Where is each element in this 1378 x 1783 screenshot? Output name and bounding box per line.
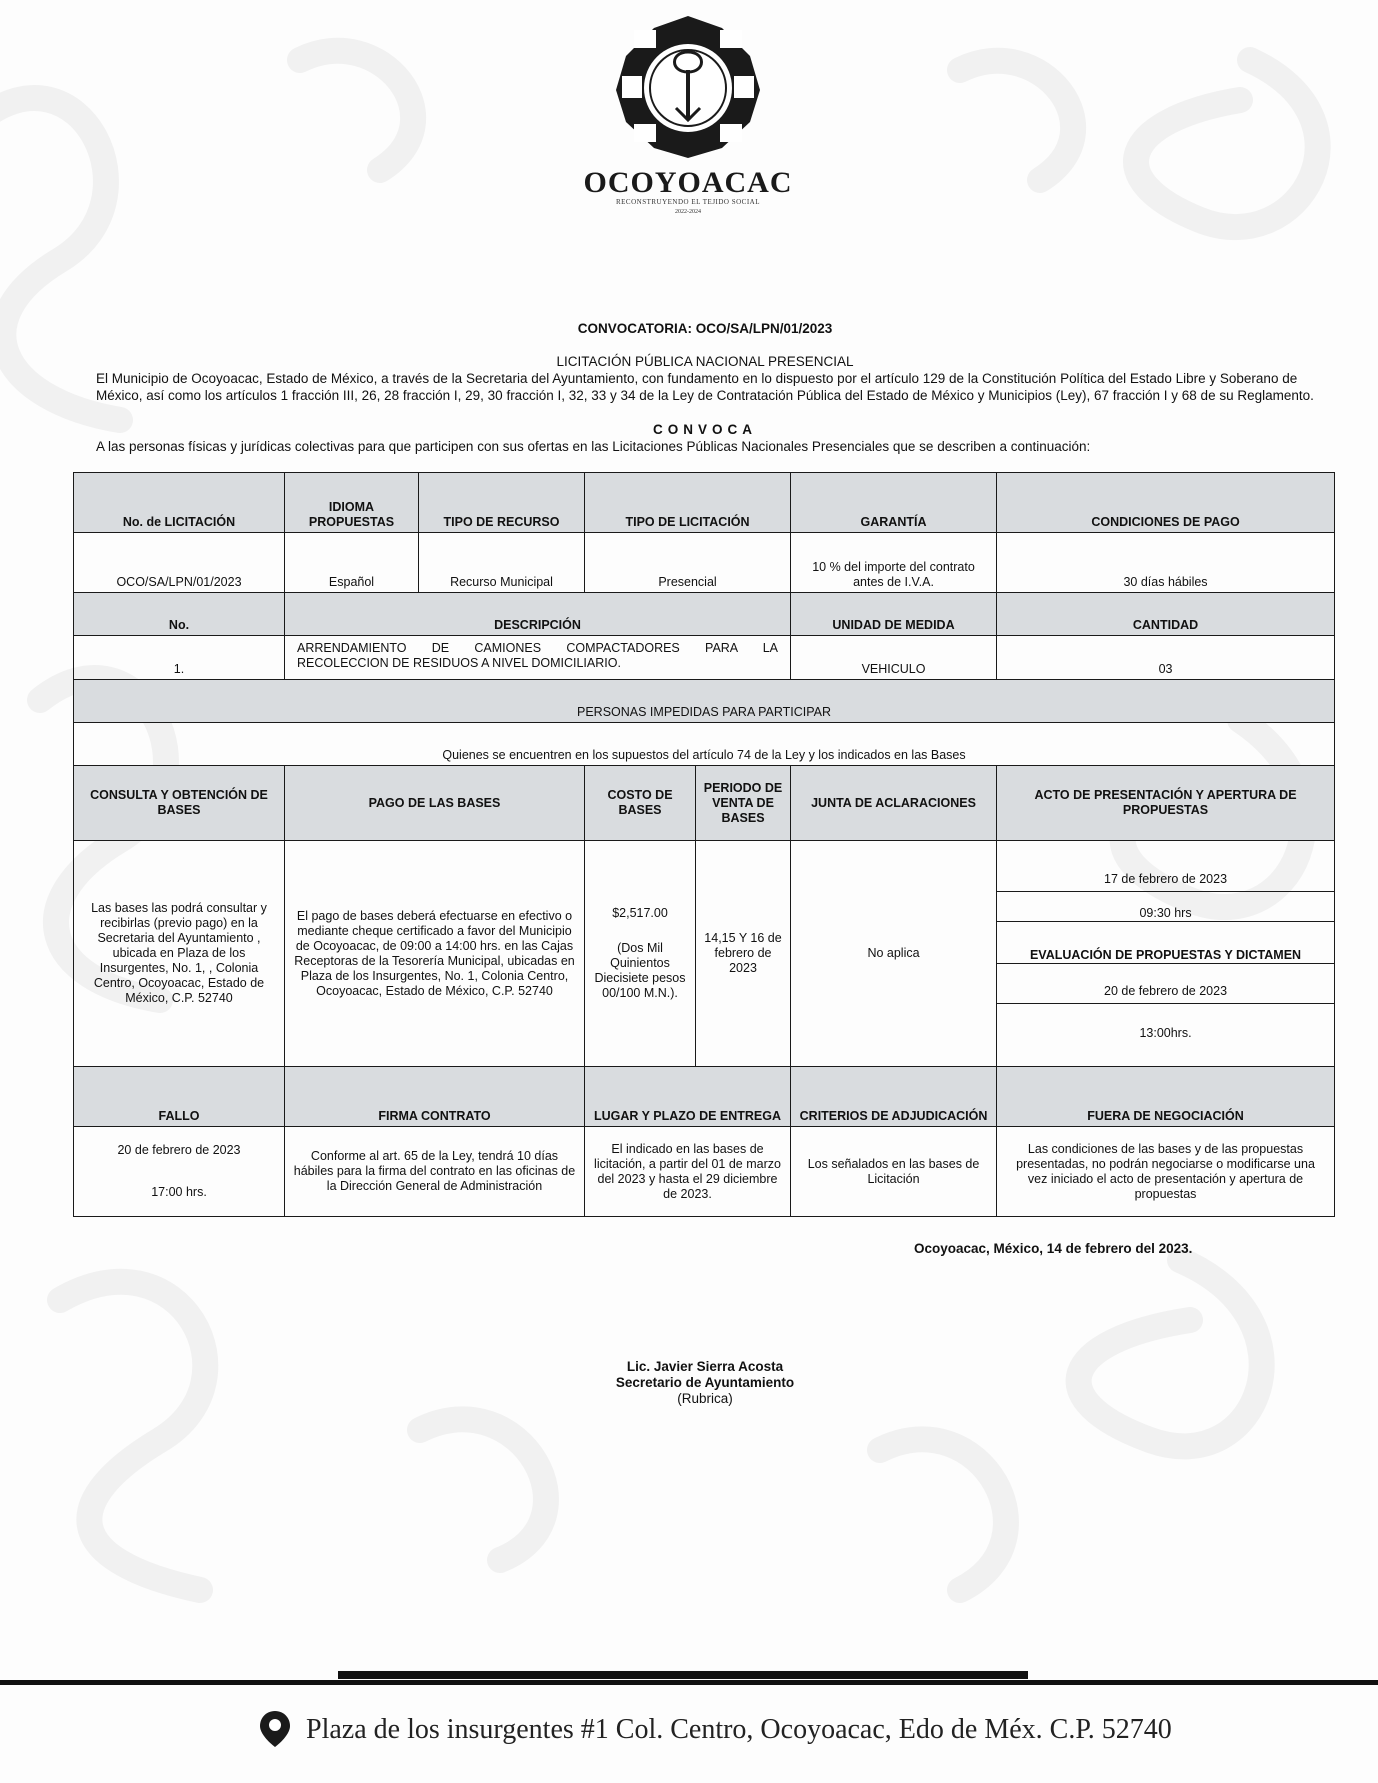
header-idioma: IDIOMA PROPUESTAS (285, 473, 419, 533)
header-no-licitacion: No. de LICITACIÓN (74, 473, 285, 533)
footer-divider (0, 1680, 1378, 1685)
header-consulta-bases: CONSULTA Y OBTENCIÓN DE BASES (74, 766, 285, 841)
criterios-text: Los señalados en las bases de Licitación (791, 1127, 997, 1217)
header-costo-bases: COSTO DE BASES (585, 766, 696, 841)
costo-bases-amount: $2,517.00 (612, 906, 668, 920)
header-criterios: CRITERIOS DE ADJUDICACIÓN (791, 1067, 997, 1127)
header-fuera-negociacion: FUERA DE NEGOCIACIÓN (997, 1067, 1335, 1127)
evaluacion-hora: 13:00hrs. (1139, 1026, 1192, 1040)
convoca-heading: CONVOCA (652, 422, 757, 437)
header-tipo-recurso: TIPO DE RECURSO (419, 473, 585, 533)
pago-bases-text: El pago de bases deberá efectuarse en efectivo o mediante cheque certificado a favor del Municipio de Ocoyoacac, de 09:00 a 14:00 hrs. en las Cajas Receptoras de la Tesorería Municipal, ubicadas en Plaza de los Insurgentes, No. 1, Colonia Centro, Ocoyoacac, Estado de México, C.P. 52740 (285, 841, 585, 1067)
item-descripcion-line1: ARRENDAMIENTO DE CAMIONES COMPACTADORES PARA LA (297, 641, 779, 655)
place-date: Ocoyoacac, México, 14 de febrero del 2023. (914, 1241, 1193, 1256)
header-junta-aclaraciones: JUNTA DE ACLARACIONES (791, 766, 997, 841)
signer-name: Lic. Javier Sierra Acosta (626, 1359, 784, 1374)
junta-aclaraciones-text: No aplica (791, 841, 997, 1067)
footer (0, 1710, 1378, 1750)
consulta-bases-text: Las bases las podrá consultar y recibirlas (previo pago) en la Secretaria del Ayuntamiento , ubicada en Plaza de los Insurgentes, No. 1, , Colonia Centro, Ocoyoacac, Estado de México, C.P. 52740 (74, 841, 285, 1067)
convocatoria-title: CONVOCATORIA: OCO/SA/LPN/01/2023 (577, 321, 833, 336)
header-pago-bases: PAGO DE LAS BASES (285, 766, 585, 841)
acto-hora: 09:30 hrs (1139, 905, 1192, 920)
brand-slogan: RECONSTRUYENDO EL TEJIDO SOCIAL (615, 198, 761, 206)
footer-accent-bar (338, 1671, 1028, 1679)
fallo-hora: 17:00 hrs. (151, 1185, 207, 1199)
header-tipo-licitacion: TIPO DE LICITACIÓN (585, 473, 791, 533)
item-descripcion-line2: RECOLECCION DE RESIDUOS A NIVEL DOMICILIARIO. (297, 656, 621, 670)
intro-invitation: A las personas físicas y jurídicas colectivas para que participen con sus ofertas en las Licitaciones Públicas Nacionales Presenciales que se describen a continuación: (96, 439, 1091, 454)
value-tipo-licitacion: Presencial (585, 533, 791, 593)
intro-paragraph: El Municipio de Ocoyoacac, Estado de México, a través de la Secretaria del Ayuntamiento, con fundamento en lo dispuesto por el artículo 129 de la Constitución Política del Estado Libre y Soberano de México, así como los artículos 1 fracción III, 26, 28 fracción I, 29, 30 fracción I, 32, 33 y 34 de la Ley de Contratación Pública del Estado de México y Municipios (Ley), 67 fracción I y 68 de su Reglamento. (96, 371, 1314, 403)
acto-fecha: 17 de febrero de 2023 (997, 841, 1334, 891)
value-garantia: 10 % del importe del contrato antes de I.V.A. (791, 533, 997, 593)
costo-bases-cell (585, 841, 696, 1067)
header-descripcion: DESCRIPCIÓN (285, 593, 791, 636)
signature-block (0, 1359, 1378, 1407)
header-item-no: No. (74, 593, 285, 636)
item-unidad: VEHICULO (791, 636, 997, 680)
brand-name: OCOYOACAC (583, 166, 793, 199)
periodo-venta-text: 14,15 Y 16 de febrero de 2023 (696, 841, 791, 1067)
lugar-plazo-text: El indicado en las bases de licitación, a partir del 01 de marzo del 2023 y hasta el 29 diciembre de 2023. (585, 1127, 791, 1217)
value-condiciones-pago: 30 días hábiles (997, 533, 1335, 593)
header-unidad-medida: UNIDAD DE MEDIDA (791, 593, 997, 636)
ocoyoacac-emblem-icon (610, 12, 766, 162)
header-lugar-plazo: LUGAR Y PLAZO DE ENTREGA (585, 1067, 791, 1127)
fallo-cell (74, 1127, 285, 1217)
header-acto-presentacion: ACTO DE PRESENTACIÓN Y APERTURA DE PROPUESTAS (997, 766, 1335, 841)
signer-position: Secretario de Ayuntamiento (615, 1375, 795, 1390)
impedidas-text: Quienes se encuentren en los supuestos del artículo 74 de la Ley y los indicados en las Bases (74, 723, 1335, 766)
impedidas-header: PERSONAS IMPEDIDAS PARA PARTICIPAR (74, 680, 1335, 723)
value-tipo-recurso: Recurso Municipal (419, 533, 585, 593)
costo-bases-letra: (Dos Mil Quinientos Diecisiete pesos 00/100 M.N.). (594, 941, 686, 1000)
licitacion-subtitle: LICITACIÓN PÚBLICA NACIONAL PRESENCIAL (556, 354, 854, 369)
evaluacion-fecha: 20 de febrero de 2023 (997, 963, 1334, 1003)
value-no-licitacion: OCO/SA/LPN/01/2023 (74, 533, 285, 593)
location-pin-icon (258, 1710, 292, 1748)
acto-evaluacion-cell (997, 841, 1335, 1067)
header-condiciones-pago: CONDICIONES DE PAGO (997, 473, 1335, 533)
item-no: 1. (74, 636, 285, 680)
fuera-negociacion-text: Las condiciones de las bases y de las propuestas presentadas, no podrán negociarse o modificarse una vez iniciado el acto de presentación y apertura de propuestas (997, 1127, 1335, 1217)
signature-note: (Rubrica) (677, 1391, 733, 1406)
footer-address: Plaza de los insurgentes #1 Col. Centro, Ocoyoacac, Edo de Méx. C.P. 52740 (306, 1714, 1172, 1745)
header-periodo-venta: PERIODO DE VENTA DE BASES (696, 766, 791, 841)
firma-contrato-text: Conforme al art. 65 de la Ley, tendrá 10 días hábiles para la firma del contrato en las oficinas de la Dirección General de Administración (285, 1127, 585, 1217)
header-garantia: GARANTÍA (791, 473, 997, 533)
evaluacion-header: EVALUACIÓN DE PROPUESTAS Y DICTAMEN (997, 921, 1334, 963)
licitacion-table (73, 472, 1335, 1217)
item-descripcion (285, 636, 791, 680)
item-cantidad: 03 (997, 636, 1335, 680)
brand-years: 2022-2024 (675, 209, 701, 215)
fallo-fecha: 20 de febrero de 2023 (117, 1143, 241, 1157)
header-firma-contrato: FIRMA CONTRATO (285, 1067, 585, 1127)
header-fallo: FALLO (74, 1067, 285, 1127)
header-cantidad: CANTIDAD (997, 593, 1335, 636)
value-idioma: Español (285, 533, 419, 593)
